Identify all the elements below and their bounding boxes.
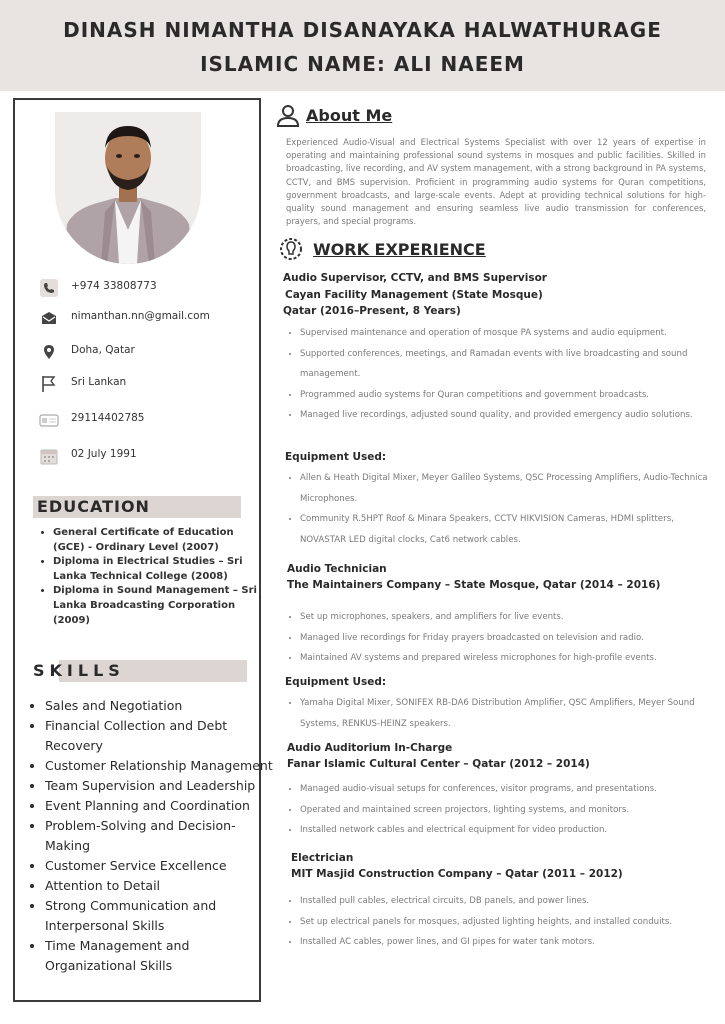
duty-item: • Installed network cables and electrical equipment for video production. xyxy=(300,820,710,841)
duty-item: • Programmed audio systems for Quran competitions and government broadcasts. xyxy=(300,385,710,406)
equipment-item: • Community R.5HPT Roof & Minara Speakers, CCTV HIKVISION Cameras, HDMI splitters, NOVASTAR LED digital clocks, Cat6 network cables. xyxy=(300,509,710,550)
mail-icon xyxy=(39,308,59,328)
location-pin-icon xyxy=(39,342,59,362)
about-title: About Me xyxy=(306,106,393,125)
job-role: Audio Technician xyxy=(287,563,387,575)
equipment-item: • Allen & Heath Digital Mixer, Meyer Galileo Systems, QSC Processing Amplifiers, Audio-Technica Microphones. xyxy=(300,468,710,509)
nationality: Sri Lankan xyxy=(71,376,127,388)
person-icon xyxy=(276,104,300,128)
flag-icon xyxy=(39,374,59,394)
skill-item: • Strong Communication and Interpersonal Skills xyxy=(45,896,273,936)
job-company: The Maintainers Company – State Mosque, Qatar (2014 – 2016) xyxy=(287,579,661,591)
job-duties xyxy=(284,323,710,426)
skill-item: • Problem-Solving and Decision-Making xyxy=(45,816,273,856)
header-banner xyxy=(0,0,725,91)
education-list xyxy=(35,526,263,628)
duty-item: • Operated and maintained screen projectors, lighting systems, and monitors. xyxy=(300,800,710,821)
education-title: EDUCATION xyxy=(37,497,150,516)
job-company: Fanar Islamic Cultural Center – Qatar (2012 – 2014) xyxy=(287,758,590,770)
job-duties xyxy=(284,891,710,953)
job-company: MIT Masjid Construction Company – Qatar (2011 – 2012) xyxy=(291,868,623,880)
date-of-birth: 02 July 1991 xyxy=(71,448,137,460)
gear-bulb-icon xyxy=(278,236,304,262)
phone-number: +974 33808773 xyxy=(71,280,157,292)
id-number: 29114402785 xyxy=(71,412,145,424)
equipment-list xyxy=(284,693,710,734)
education-item: • Diploma in Electrical Studies – Sri Lanka Technical College (2008) xyxy=(53,555,263,584)
duty-item: • Managed live recordings, adjusted sound quality, and provided emergency audio solutions. xyxy=(300,405,710,426)
profile-photo xyxy=(55,112,201,264)
duty-item: • Installed AC cables, power lines, and GI pipes for water tank motors. xyxy=(300,932,710,953)
duty-item: • Supervised maintenance and operation of mosque PA systems and audio equipment. xyxy=(300,323,710,344)
job-duties xyxy=(284,779,710,841)
equipment-item: • Yamaha Digital Mixer, SONIFEX RB-DA6 Distribution Amplifier, QSC Amplifiers, Meyer Sound Systems, RENKUS-HEINZ speakers. xyxy=(300,693,710,734)
email-address: nimanthan.nn@gmail.com xyxy=(71,310,210,322)
job-role: Audio Supervisor, CCTV, and BMS Supervisor xyxy=(283,272,547,284)
phone-icon xyxy=(39,278,59,298)
id-card-icon xyxy=(39,410,59,430)
equipment-label: Equipment Used: xyxy=(285,451,387,463)
skills-title: SKILLS xyxy=(33,661,125,680)
job-role: Electrician xyxy=(291,852,354,864)
skill-item: • Customer Relationship Management xyxy=(45,756,273,776)
education-item: • Diploma in Sound Management – Sri Lanka Broadcasting Corporation (2009) xyxy=(53,584,263,628)
job-duties xyxy=(284,607,710,669)
duty-item: • Set up electrical panels for mosques, adjusted lighting heights, and installed conduits. xyxy=(300,912,710,933)
skill-item: • Sales and Negotiation xyxy=(45,696,273,716)
skill-item: • Financial Collection and Debt Recovery xyxy=(45,716,273,756)
duty-item: • Managed live recordings for Friday prayers broadcasted on television and radio. xyxy=(300,628,710,649)
skill-item: • Team Supervision and Leadership xyxy=(45,776,273,796)
work-title: WORK EXPERIENCE xyxy=(313,240,486,259)
duty-item: • Managed audio-visual setups for conferences, visitor programs, and presentations. xyxy=(300,779,710,800)
equipment-label: Equipment Used: xyxy=(285,676,387,688)
job-period: Qatar (2016–Present, 8 Years) xyxy=(283,305,461,317)
skills-list xyxy=(29,696,273,976)
skill-item: • Event Planning and Coordination xyxy=(45,796,273,816)
skill-item: • Customer Service Excellence xyxy=(45,856,273,876)
calendar-icon xyxy=(39,446,59,466)
duty-item: • Installed pull cables, electrical circuits, DB panels, and power lines. xyxy=(300,891,710,912)
education-item: • General Certificate of Education (GCE) - Ordinary Level (2007) xyxy=(53,526,263,555)
skill-item: • Attention to Detail xyxy=(45,876,273,896)
islamic-name: ISLAMIC NAME: ALI NAEEM xyxy=(200,52,525,76)
equipment-list xyxy=(284,468,710,550)
full-name: DINASH NIMANTHA DISANAYAKA HALWATHURAGE xyxy=(63,18,662,42)
job-company: Cayan Facility Management (State Mosque) xyxy=(285,289,543,301)
sidebar xyxy=(13,98,273,1002)
about-text: Experienced Audio-Visual and Electrical Systems Specialist with over 12 years of expertise in operating and maintaining professional sound systems in mosques and public facilities. Skilled in broadcasting, live recording, and AV system management, with a strong background in PA systems, CCTV, and BMS supervision. Proficient in programming audio systems for Quran competitions, government broadcasts, and large-scale events. Adept at providing technical solutions for high-quality sound management and ensuring seamless live audio transmission for conferences, prayers, and special programs. xyxy=(286,137,706,227)
duty-item: • Set up microphones, speakers, and amplifiers for live events. xyxy=(300,607,710,628)
duty-item: • Maintained AV systems and prepared wireless microphones for high-profile events. xyxy=(300,648,710,669)
skill-item: • Time Management and Organizational Skills xyxy=(45,936,273,976)
location: Doha, Qatar xyxy=(71,344,135,356)
duty-item: • Supported conferences, meetings, and Ramadan events with live broadcasting and sound management. xyxy=(300,344,710,385)
job-role: Audio Auditorium In-Charge xyxy=(287,742,453,754)
